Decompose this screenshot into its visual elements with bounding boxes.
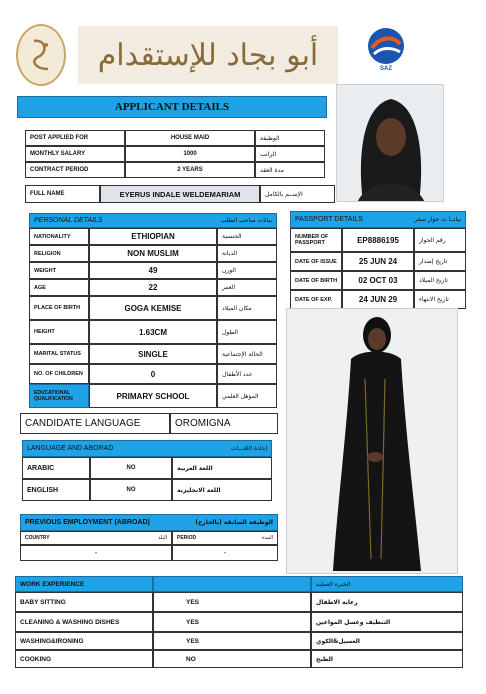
passport-details-table: [290, 211, 466, 309]
work-row-cooking: COOKING NO الطبخ: [15, 650, 463, 668]
personal-row-education: EDUCATIONAL QUALIFICATION PRIMARY SCHOOL المؤهل العلمي: [29, 384, 277, 408]
post-label-ar: الوظيفة: [255, 130, 325, 146]
personal-row-age: AGE 22 العمر: [29, 279, 277, 296]
full-body-image: [287, 309, 458, 574]
previous-employment-header: PREVIOUS EMPLOYMENT (ABROAD) الوظيفة السابقة (بالخارج): [20, 514, 278, 531]
previous-employment-table: [20, 514, 278, 561]
saz-logo-text: SAZ: [380, 66, 392, 72]
country-label: COUNTRY: [25, 535, 50, 541]
candidate-language-row: [20, 413, 278, 434]
personal-row-height: HEIGHT 1.63CM الطول: [29, 320, 277, 344]
agency-name-banner: [78, 26, 338, 84]
language-table: [22, 440, 272, 501]
personal-row-place-of-birth: PLACE OF BIRTH GOGA KEMISE مكان الميلاد: [29, 296, 277, 320]
globe-logo-icon: [366, 26, 406, 66]
post-row: [25, 130, 325, 146]
applicant-portrait-photo: [336, 84, 444, 202]
personal-row-weight: WEIGHT 49 الوزن: [29, 262, 277, 279]
salary-label: MONTHLY SALARY: [25, 146, 125, 162]
work-experience-table: [15, 576, 463, 668]
period-label: PERIOD: [177, 535, 197, 541]
passport-row-issue: DATE OF ISSUE 25 JUN 24 تاريخ إصدار: [290, 252, 466, 271]
post-label: POST APPLIED FOR: [25, 130, 125, 146]
candidate-language-label: CANDIDATE LANGUAGE: [20, 413, 170, 434]
work-row-washing: WASHING&IRONING YES الغسيل&الكوي: [15, 632, 463, 650]
contract-row: [25, 162, 325, 178]
contract-label-ar: مدة العقد: [255, 162, 325, 178]
language-row-arabic: ARABIC NO اللغة العربية: [22, 457, 272, 479]
full-name-row: [25, 185, 335, 203]
work-experience-header: WORK EXPERIENCE الخبره العملية: [15, 576, 463, 592]
previous-employment-values-row: [20, 545, 278, 561]
passport-row-number: NUMBER OF PASSPORT EP8886195 رقم الجواز: [290, 228, 466, 252]
personal-details-header: PERSONAL DETAILS بيانات صاحب الطلب: [29, 213, 277, 228]
passport-details-header: PASSPORT DETAILS بيانــا ت جواز سفر: [290, 211, 466, 228]
seal-icon: [26, 35, 56, 75]
post-table: [25, 130, 325, 178]
language-row-english: ENGLISH NO اللغة الانجليزية: [22, 479, 272, 501]
candidate-language-value: OROMIGNA: [170, 413, 278, 434]
agency-seal-logo: [16, 24, 66, 86]
contract-label: CONTRACT PERIOD: [25, 162, 125, 178]
page-title: APPLICANT DETAILS: [17, 96, 327, 118]
header: [12, 22, 480, 92]
personal-row-marital-status: MARITAL STATUS SINGLE الحالة الإجتماعية: [29, 344, 277, 364]
passport-row-expiry: DATE OF EXP. 24 JUN 29 تاريخ الانتهاء: [290, 290, 466, 309]
previous-employment-labels-row: [20, 531, 278, 545]
full-name-value: EYERUS INDALE WELDEMARIAM: [100, 185, 260, 203]
personal-details-table: [29, 213, 277, 408]
period-value: -: [172, 545, 278, 561]
full-name-label: FULL NAME: [25, 185, 100, 203]
passport-row-birth: DATE OF BIRTH 02 OCT 03 تاريخ الميلاد: [290, 271, 466, 290]
period-label-ar: المدة: [261, 535, 273, 541]
agency-name: أبو بجاد للإستقدام: [97, 37, 319, 73]
personal-row-religion: RELIGION NON MUSLIM الديانة: [29, 245, 277, 262]
saz-logo: [362, 26, 410, 82]
salary-value: 1000: [125, 146, 255, 162]
salary-row: [25, 146, 325, 162]
salary-label-ar: الراتب: [255, 146, 325, 162]
work-row-cleaning: CLEANING & WASHING DISHES YES التنظيف وغسل المواعين: [15, 612, 463, 632]
portrait-image: [337, 85, 444, 202]
post-value: HOUSE MAID: [125, 130, 255, 146]
country-value: -: [20, 545, 172, 561]
personal-row-nationality: NATIONALITY ETHIOPIAN الجنسية: [29, 228, 277, 245]
personal-row-children: NO. OF CHILDREN 0 عدد الأطفال: [29, 364, 277, 384]
country-label-ar: البلد: [158, 535, 167, 541]
language-header: LANGUAGE AND ABORAD إجادة اللغـــات: [22, 440, 272, 457]
full-name-label-ar: الإســم بالكامل: [260, 185, 335, 203]
contract-value: 2 YEARS: [125, 162, 255, 178]
work-row-baby-sitting: BABY SITTING YES رعاية الاطفال: [15, 592, 463, 612]
applicant-full-body-photo: [286, 308, 458, 574]
